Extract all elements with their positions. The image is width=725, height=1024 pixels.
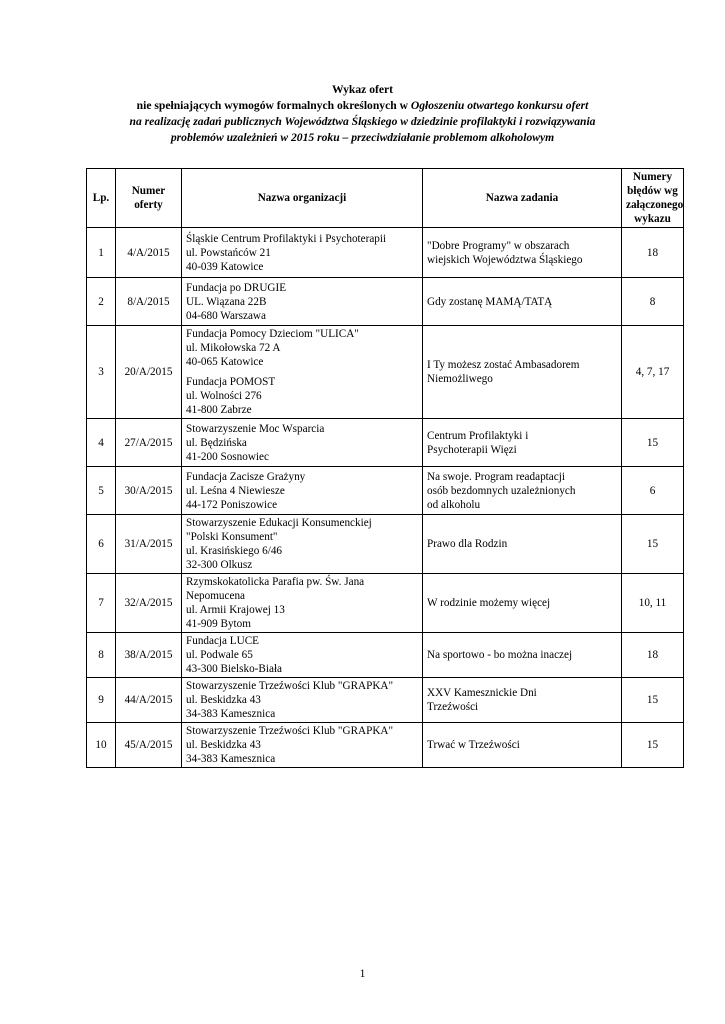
cell-organization: [182, 678, 423, 723]
cell-organization: [182, 633, 423, 678]
cell-lp: 7: [87, 574, 116, 633]
cell-error-numbers: 8: [622, 278, 684, 326]
org-line: Rzymskokatolicka Parafia pw. Św. Jana: [186, 576, 365, 588]
table-row: [87, 633, 684, 678]
table-row: [87, 515, 684, 574]
cell-task: [423, 326, 622, 419]
cell-offer-number: 32/A/2015: [116, 574, 182, 633]
header-offer-number: Numer oferty: [116, 169, 182, 228]
title-line-4: problemów uzależnień w 2015 roku – przeciwdziałanie problemom alkoholowym: [170, 131, 555, 144]
org-line: Fundacja po DRUGIE: [186, 281, 287, 294]
cell-organization: [182, 228, 423, 278]
task-line: I Ty możesz zostać Ambasadorem: [427, 359, 580, 371]
header-organization: Nazwa organizacji: [182, 169, 423, 228]
org-line: Stowarzyszenie Edukacji Konsumenckiej: [186, 517, 372, 529]
org-line: ul. Wolności 276: [186, 390, 262, 402]
task-line: osób bezdomnych uzależnionych: [427, 484, 576, 497]
org-line: ul. Powstańców 21: [186, 246, 271, 259]
org-line: Śląskie Centrum Profilaktyki i Psychoterapii: [186, 232, 387, 245]
task-line: Prawo dla Rodzin: [427, 538, 508, 550]
org-line: 04-680 Warszawa: [186, 309, 266, 322]
cell-task: [423, 228, 622, 278]
org-line: Fundacja POMOST: [186, 376, 276, 388]
task-line: XXV Kamesznickie Dni: [427, 687, 537, 699]
org-line: ul. Leśna 4 Niewiesze: [186, 484, 285, 497]
cell-error-numbers: 15: [622, 515, 684, 574]
task-line: Na swoje. Program readaptacji: [427, 470, 565, 483]
task-line: Trzeźwości: [427, 701, 479, 713]
org-line: 41-200 Sosnowiec: [186, 450, 269, 463]
org-line: Stowarzyszenie Moc Wsparcia: [186, 422, 325, 435]
org-line: 40-039 Katowice: [186, 260, 264, 273]
cell-error-numbers: 10, 11: [622, 574, 684, 633]
cell-organization: [182, 574, 423, 633]
cell-organization: [182, 326, 423, 419]
table-row: [87, 467, 684, 515]
org-line: 32-300 Olkusz: [186, 559, 253, 571]
org-line: "Polski Konsument": [186, 531, 278, 543]
cell-error-numbers: 15: [622, 419, 684, 467]
org-line: ul. Podwale 65: [186, 649, 253, 661]
title-line-3: na realizację zadań publicznych Województwa Śląskiego w dziedzinie profilaktyki i rozwiązywania: [129, 115, 596, 128]
task-line: Gdy zostanę MAMĄ/TATĄ: [427, 295, 553, 308]
cell-lp: 8: [87, 633, 116, 678]
org-line: Stowarzyszenie Trzeźwości Klub "GRAPKA": [186, 680, 394, 692]
cell-organization: [182, 515, 423, 574]
org-line: 43-300 Bielsko-Biała: [186, 663, 283, 675]
cell-organization: [182, 467, 423, 515]
cell-task: [423, 278, 622, 326]
cell-offer-number: 38/A/2015: [116, 633, 182, 678]
table-row: [87, 419, 684, 467]
cell-error-numbers: 6: [622, 467, 684, 515]
org-line: 44-172 Poniszowice: [186, 498, 278, 511]
cell-offer-number: 8/A/2015: [116, 278, 182, 326]
table-row: [87, 326, 684, 419]
header-task: Nazwa zadania: [423, 169, 622, 228]
task-line: W rodzinie możemy więcej: [427, 597, 551, 609]
org-line: UL. Wiązana 22B: [186, 295, 267, 308]
org-line: ul. Mikołowska 72 A: [186, 342, 281, 354]
task-line: od alkoholu: [427, 498, 481, 511]
table-header-row: [87, 169, 684, 228]
cell-lp: 1: [87, 228, 116, 278]
title-line-2: nie spełniających wymogów formalnych określonych w Ogłoszeniu otwartego konkursu ofert: [136, 99, 589, 112]
org-line: ul. Armii Krajowej 13: [186, 604, 285, 616]
cell-organization: [182, 278, 423, 326]
org-line: Fundacja Pomocy Dzieciom "ULICA": [186, 328, 359, 340]
table-row: [87, 678, 684, 723]
org-line: 41-909 Bytom: [186, 618, 251, 630]
cell-offer-number: 45/A/2015: [116, 723, 182, 768]
cell-task: [423, 419, 622, 467]
cell-error-numbers: 18: [622, 228, 684, 278]
cell-lp: 5: [87, 467, 116, 515]
cell-task: [423, 574, 622, 633]
task-line: Psychoterapii Więzi: [427, 443, 517, 456]
cell-organization: [182, 419, 423, 467]
header-lp: Lp.: [87, 169, 116, 228]
title-line-1: Wykaz ofert: [331, 83, 394, 96]
cell-lp: 2: [87, 278, 116, 326]
document-title: [60, 82, 665, 146]
cell-lp: 3: [87, 326, 116, 419]
org-line: ul. Beskidzka 43: [186, 694, 261, 706]
org-line: Fundacja Zacisze Grażyny: [186, 470, 306, 483]
page-number: 1: [359, 968, 366, 980]
cell-lp: 4: [87, 419, 116, 467]
cell-lp: 6: [87, 515, 116, 574]
org-line: Stowarzyszenie Trzeźwości Klub "GRAPKA": [186, 725, 394, 737]
cell-organization: [182, 723, 423, 768]
cell-error-numbers: 15: [622, 678, 684, 723]
cell-lp: 9: [87, 678, 116, 723]
cell-lp: 10: [87, 723, 116, 768]
cell-error-numbers: 4, 7, 17: [622, 326, 684, 419]
table-row: [87, 278, 684, 326]
task-line: wiejskich Województwa Śląskiego: [427, 253, 583, 266]
cell-offer-number: 44/A/2015: [116, 678, 182, 723]
task-line: Trwać w Trzeźwości: [427, 739, 520, 751]
org-line: 34-383 Kamesznica: [186, 708, 276, 720]
org-line: ul. Będzińska: [186, 436, 247, 449]
table-row: [87, 228, 684, 278]
cell-offer-number: 30/A/2015: [116, 467, 182, 515]
task-line: Na sportowo - bo można inaczej: [427, 649, 573, 661]
org-line: ul. Krasińskiego 6/46: [186, 545, 283, 557]
cell-task: [423, 678, 622, 723]
cell-error-numbers: 15: [622, 723, 684, 768]
task-line: Niemożliwego: [427, 373, 493, 385]
org-line: 41-800 Zabrze: [186, 404, 252, 416]
org-line: Nepomucena: [186, 590, 246, 602]
org-line: ul. Beskidzka 43: [186, 739, 261, 751]
offers-table: [86, 168, 684, 768]
header-error-numbers: Numery błędów wg załączonego wykazu: [622, 169, 684, 228]
cell-error-numbers: 18: [622, 633, 684, 678]
cell-task: [423, 515, 622, 574]
cell-task: [423, 633, 622, 678]
table-row: [87, 723, 684, 768]
org-line: Fundacja LUCE: [186, 635, 260, 647]
cell-offer-number: 20/A/2015: [116, 326, 182, 419]
cell-offer-number: 31/A/2015: [116, 515, 182, 574]
cell-offer-number: 27/A/2015: [116, 419, 182, 467]
task-line: "Dobre Programy" w obszarach: [427, 239, 570, 252]
org-line: 34-383 Kamesznica: [186, 753, 276, 765]
cell-task: [423, 723, 622, 768]
cell-task: [423, 467, 622, 515]
task-line: Centrum Profilaktyki i: [427, 429, 529, 442]
org-line: 40-065 Katowice: [186, 356, 264, 368]
table-row: [87, 574, 684, 633]
cell-offer-number: 4/A/2015: [116, 228, 182, 278]
